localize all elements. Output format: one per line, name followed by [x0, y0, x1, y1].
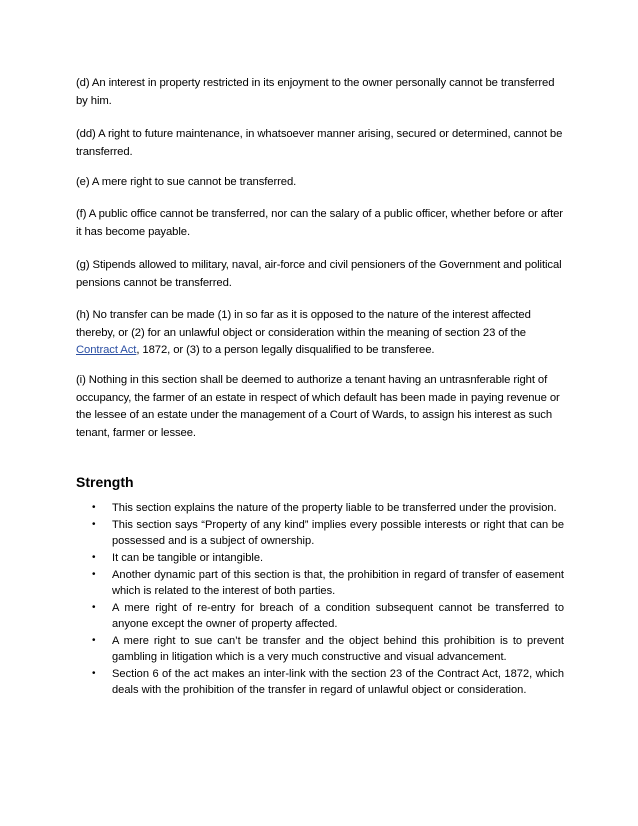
paragraph-e: (e) A mere right to sue cannot be transferred. — [76, 176, 297, 188]
list-item — [76, 517, 564, 549]
bullet-icon: • — [92, 602, 96, 613]
bullet-icon: • — [92, 552, 96, 563]
bullet-icon: • — [92, 668, 96, 679]
paragraph-h — [76, 307, 566, 360]
list-item — [76, 600, 564, 632]
list-item-text: Another dynamic part of this section is that, the prohibition in regard of transfer of easement which is related to the interest of both parties. — [112, 569, 564, 597]
list-item — [76, 567, 564, 599]
strength-list — [76, 500, 564, 699]
paragraph-h-text-2: , 1872, or (3) to a person legally disqualified to be transferee. — [136, 344, 435, 356]
list-item — [76, 500, 564, 516]
list-item-text: Section 6 of the act makes an inter-link with the section 23 of the Contract Act, 1872, which deals with the prohibition of the transfer in regard of unlawful object or consideration. — [112, 668, 564, 696]
paragraph-h-text-1: (h) No transfer can be made (1) in so far as it is opposed to the nature of the interest affected thereby, or (2) for an unlawful object or consideration within the meaning of section 23 of the — [76, 309, 531, 339]
bullet-icon: • — [92, 502, 96, 513]
paragraph-g: (g) Stipends allowed to military, naval, air-force and civil pensioners of the Government and political pensions cannot be transferred. — [76, 259, 562, 289]
list-item-text: This section says “Property of any kind” implies every possible interests or right that can be possessed and is a subject of ownership. — [112, 519, 564, 547]
paragraph-f: (f) A public office cannot be transferred, nor can the salary of a public officer, whether before or after it has become payable. — [76, 208, 563, 238]
list-item-text: A mere right of re-entry for breach of a condition subsequent cannot be transferred to anyone except the owner of property affected. — [112, 602, 564, 630]
bullet-icon: • — [92, 519, 96, 530]
list-item-text: It can be tangible or intangible. — [112, 552, 264, 564]
strength-heading: Strength — [76, 474, 134, 490]
bullet-icon: • — [92, 635, 96, 646]
contract-act-link[interactable]: Contract Act — [76, 344, 137, 356]
paragraph-d: (d) An interest in property restricted in its enjoyment to the owner personally cannot be transferred by him. — [76, 77, 555, 107]
list-item-text: This section explains the nature of the property liable to be transferred under the provision. — [112, 502, 557, 514]
list-item-text: A mere right to sue can’t be transfer and the object behind this prohibition is to prevent gambling in litigation which is a very much constructive and visual advancement. — [112, 635, 564, 663]
list-item — [76, 550, 564, 566]
paragraph-dd: (dd) A right to future maintenance, in whatsoever manner arising, secured or determined, cannot be transferred. — [76, 128, 563, 158]
list-item — [76, 633, 564, 665]
paragraph-i: (i) Nothing in this section shall be deemed to authorize a tenant having an untrasnferable right of occupancy, the farmer of an estate in respect of which default has been made in paying revenue or the lessee of an estate under the management of a Court of Wards, to assign his interest as such tenant, farmer or lessee. — [76, 374, 560, 439]
list-item — [76, 666, 564, 698]
bullet-icon: • — [92, 569, 96, 580]
